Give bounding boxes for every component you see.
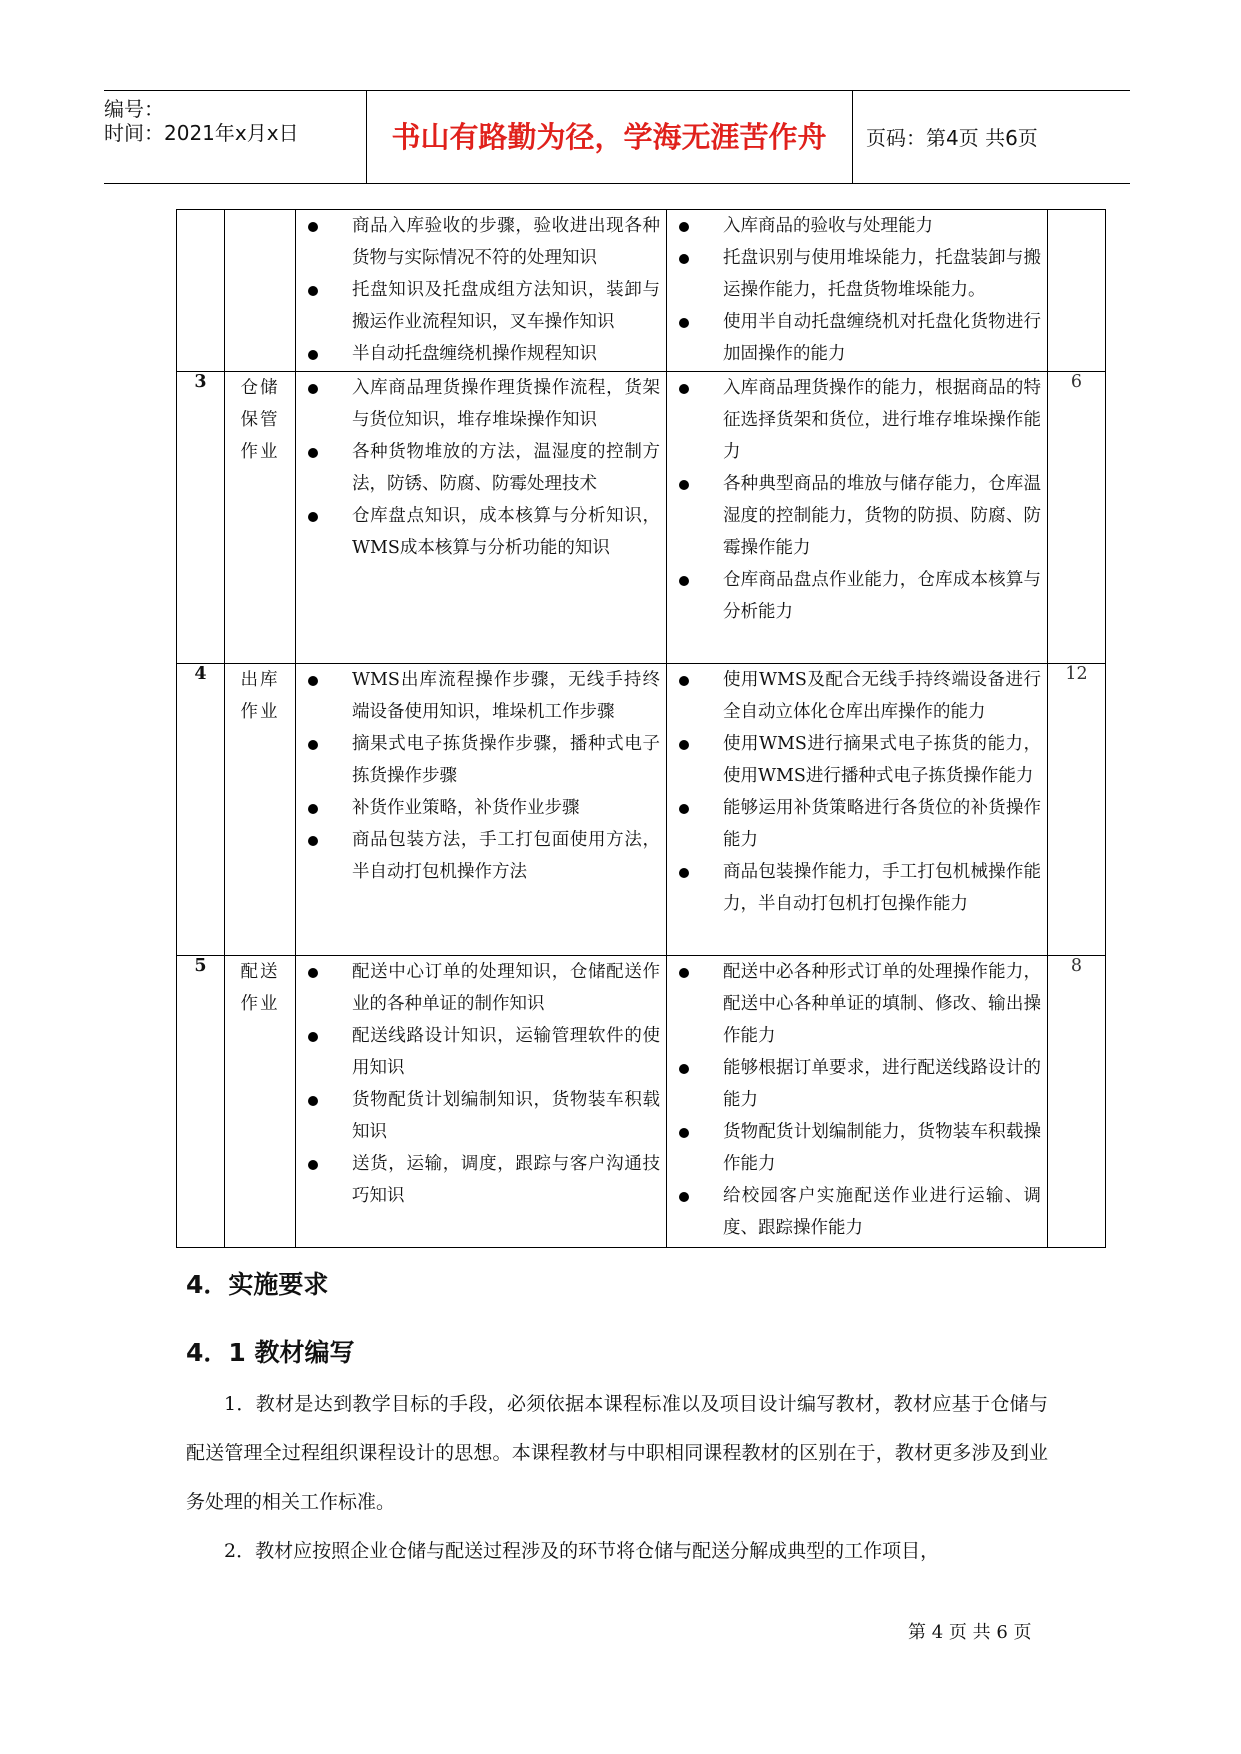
bullet-icon — [308, 512, 318, 522]
knowledge-item — [296, 664, 666, 728]
item-text: 各种典型商品的堆放与储存能力，仓库温湿度的控制能力，货物的防损、防腐、防霉操作能力 — [723, 474, 1041, 558]
item-text: 使用半自动托盘缠绕机对托盘化货物进行加固操作的能力 — [723, 312, 1041, 364]
ability-item — [667, 1052, 1047, 1116]
ability-item — [667, 242, 1047, 306]
bullet-icon — [308, 222, 318, 232]
module-name-text: 出库作业 — [240, 670, 280, 722]
bullet-icon — [308, 286, 318, 296]
ability-cell — [667, 956, 1048, 1248]
bullet-icon — [679, 968, 689, 978]
ability-item — [667, 956, 1047, 1052]
module-name — [225, 956, 296, 1248]
table-row — [177, 372, 1106, 664]
bullet-icon — [308, 350, 318, 360]
bullet-icon — [679, 222, 689, 232]
knowledge-item — [296, 1084, 666, 1148]
item-text: 货物配货计划编制能力，货物装车积载操作能力 — [723, 1122, 1041, 1174]
knowledge-item — [296, 728, 666, 792]
item-text: 托盘知识及托盘成组方法知识，装卸与搬运作业流程知识，叉车操作知识 — [352, 280, 660, 332]
item-text: 使用WMS进行摘果式电子拣货的能力，使用WMS进行播种式电子拣货操作能力 — [723, 734, 1041, 786]
bullet-icon — [679, 254, 689, 264]
item-text: 货物配货计划编制知识，货物装车积载知识 — [352, 1090, 660, 1142]
header-motto-cell — [366, 91, 853, 183]
row-number: 5 — [177, 956, 225, 1248]
module-name — [225, 664, 296, 956]
knowledge-item — [296, 1148, 666, 1212]
item-text: 商品入库验收的步骤，验收进出现各种货物与实际情况不符的处理知识 — [352, 216, 660, 268]
paragraph: 1．教材是达到教学目标的手段，必须依据本课程标准以及项目设计编写教材，教材应基于仓储与配送管理全过程组织课程设计的思想。本课程教材与中职相同课程教材的区别在于，教材更多涉及到业务处理的相关工作标准。 — [186, 1393, 1048, 1513]
bullet-icon — [308, 676, 318, 686]
bullet-icon — [308, 1032, 318, 1042]
knowledge-item — [296, 436, 666, 500]
row-number — [177, 210, 225, 372]
table-row — [177, 210, 1106, 372]
table-row — [177, 956, 1106, 1248]
ability-item — [667, 728, 1047, 792]
item-text: 使用WMS及配合无线手持终端设备进行全自动立体化仓库出库操作的能力 — [723, 670, 1041, 722]
item-text: 送货，运输，调度，跟踪与客户沟通技巧知识 — [352, 1154, 660, 1206]
knowledge-item — [296, 210, 666, 274]
header-page-number: 页码：第4页 共6页 — [866, 126, 1038, 150]
ability-item — [667, 664, 1047, 728]
knowledge-item — [296, 1020, 666, 1084]
item-text: 仓库盘点知识，成本核算与分析知识，WMS成本核算与分析功能的知识 — [352, 506, 660, 558]
item-text: 托盘识别与使用堆垛能力，托盘装卸与搬运操作能力，托盘货物堆垛能力。 — [723, 248, 1041, 300]
item-text: 商品包装操作能力，手工打包机械操作能力，半自动打包机打包操作能力 — [723, 862, 1041, 914]
knowledge-item — [296, 372, 666, 436]
item-text: WMS出库流程操作步骤，无线手持终端设备使用知识，堆垛机工作步骤 — [352, 670, 660, 722]
item-text: 配送线路设计知识，运输管理软件的使用知识 — [352, 1026, 660, 1078]
knowledge-item — [296, 338, 666, 370]
knowledge-cell — [296, 664, 667, 956]
bullet-icon — [308, 968, 318, 978]
bullet-icon — [679, 1192, 689, 1202]
bullet-icon — [308, 1160, 318, 1170]
bullet-icon — [308, 836, 318, 846]
row-hours: 8 — [1048, 956, 1106, 1248]
bullet-icon — [308, 448, 318, 458]
ability-item — [667, 372, 1047, 468]
bullet-icon — [679, 384, 689, 394]
body-text — [186, 1380, 1048, 1576]
ability-item — [667, 856, 1047, 920]
ability-item — [667, 468, 1047, 564]
section-heading: 4．实施要求 — [186, 1270, 329, 1299]
ability-item — [667, 210, 1047, 242]
header-page-cell — [852, 91, 1130, 183]
item-text: 给校园客户实施配送作业进行运输、调度、跟踪操作能力 — [723, 1186, 1041, 1238]
knowledge-item — [296, 956, 666, 1020]
header-info-cell — [104, 91, 367, 183]
item-text: 补货作业策略，补货作业步骤 — [352, 798, 580, 818]
subsection-heading: 4．1 教材编写 — [186, 1338, 355, 1367]
bullet-icon — [308, 1096, 318, 1106]
knowledge-cell — [296, 372, 667, 664]
knowledge-item — [296, 274, 666, 338]
bullet-icon — [679, 1064, 689, 1074]
row-number: 4 — [177, 664, 225, 956]
item-text: 商品包装方法，手工打包面使用方法，半自动打包机操作方法 — [352, 830, 660, 882]
module-name — [225, 210, 296, 372]
item-text: 入库商品理货操作理货操作流程，货架与货位知识，堆存堆垛操作知识 — [352, 378, 660, 430]
item-text: 摘果式电子拣货操作步骤，播种式电子拣货操作步骤 — [352, 734, 660, 786]
ability-item — [667, 564, 1047, 628]
bullet-icon — [679, 804, 689, 814]
item-text: 能够运用补货策略进行各货位的补货操作能力 — [723, 798, 1041, 850]
item-text: 入库商品理货操作的能力，根据商品的特征选择货架和货位，进行堆存堆垛操作能力 — [723, 378, 1041, 462]
item-text: 各种货物堆放的方法，温湿度的控制方法，防锈、防腐、防霉处理技术 — [352, 442, 660, 494]
bullet-icon — [679, 1128, 689, 1138]
page-header — [104, 90, 1130, 184]
bullet-icon — [679, 480, 689, 490]
knowledge-cell — [296, 210, 667, 372]
row-hours: 12 — [1048, 664, 1106, 956]
item-text: 配送中心订单的处理知识，仓储配送作业的各种单证的制作知识 — [352, 962, 660, 1014]
header-time: 时间：2021年x月x日 — [104, 121, 299, 145]
knowledge-cell — [296, 956, 667, 1248]
bullet-icon — [679, 868, 689, 878]
paragraph: 2．教材应按照企业仓储与配送过程涉及的环节将仓储与配送分解成典型的工作项目， — [224, 1540, 940, 1562]
bullet-icon — [308, 384, 318, 394]
module-name — [225, 372, 296, 664]
bullet-icon — [679, 576, 689, 586]
header-number: 编号： — [104, 97, 164, 121]
row-hours: 6 — [1048, 372, 1106, 664]
knowledge-item — [296, 500, 666, 564]
item-text: 配送中必各种形式订单的处理操作能力，配送中心各种单证的填制、修改、输出操作能力 — [723, 962, 1041, 1046]
bullet-icon — [679, 676, 689, 686]
item-text: 仓库商品盘点作业能力，仓库成本核算与分析能力 — [723, 570, 1041, 622]
module-name-text: 配送作业 — [240, 962, 280, 1014]
ability-cell — [667, 372, 1048, 664]
knowledge-item — [296, 824, 666, 888]
header-motto: 书山有路勤为径，学海无涯苦作舟 — [391, 120, 827, 154]
ability-item — [667, 1180, 1047, 1244]
ability-item — [667, 792, 1047, 856]
ability-item — [667, 306, 1047, 370]
bullet-icon — [308, 740, 318, 750]
table-row — [177, 664, 1106, 956]
item-text: 入库商品的验收与处理能力 — [723, 216, 933, 236]
row-number: 3 — [177, 372, 225, 664]
curriculum-table — [176, 209, 1106, 1248]
ability-cell — [667, 210, 1048, 372]
page-footer: 第 4 页 共 6 页 — [908, 1622, 1032, 1643]
module-name-text: 仓储保管作业 — [240, 378, 280, 462]
item-text: 半自动托盘缠绕机操作规程知识 — [352, 344, 597, 364]
row-hours — [1048, 210, 1106, 372]
ability-item — [667, 1116, 1047, 1180]
ability-cell — [667, 664, 1048, 956]
bullet-icon — [679, 740, 689, 750]
bullet-icon — [679, 318, 689, 328]
bullet-icon — [308, 804, 318, 814]
knowledge-item — [296, 792, 666, 824]
item-text: 能够根据订单要求，进行配送线路设计的能力 — [723, 1058, 1041, 1110]
